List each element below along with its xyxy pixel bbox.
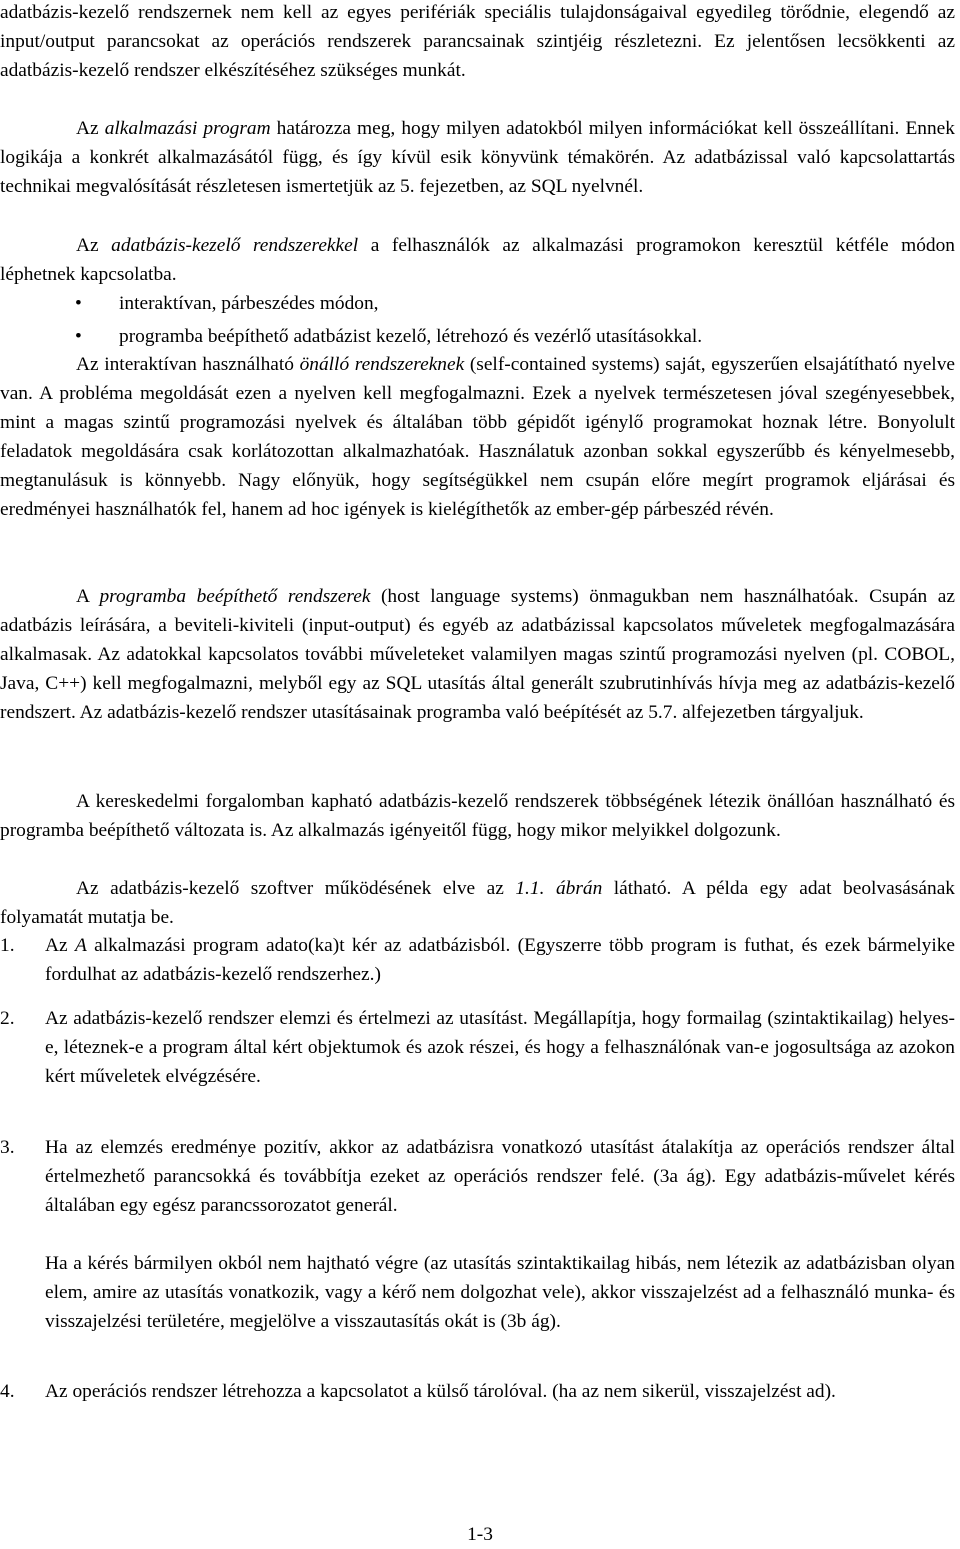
bullet-icon: • xyxy=(75,293,82,314)
text-run: látható. A példa egy adat beolvasásának folyamatát mutatja be. xyxy=(0,878,956,928)
list-item-number: 4. xyxy=(0,1381,15,1402)
paragraph-commercial-dbms: A kereskedelmi forgalomban kapható adatbázis-kezelő rendszerek többségének létezik önállóan használható és programba beépíthető változata is. Az alkalmazás igényeitől függ, hogy mikor melyikkel dolgozunk. xyxy=(0,791,955,841)
emphasis-term: programba beépíthető rendszerek xyxy=(99,586,371,607)
text-run: a felhasználók az alkalmazási programokon keresztül kétféle módon léphetnek kapcsolatba. xyxy=(0,235,955,285)
paragraph-self-contained-systems xyxy=(0,350,955,524)
bullet-icon: • xyxy=(75,326,82,347)
list-item-continuation: Ha a kérés bármilyen okból nem hajtható végre (az utasítás szintaktikailag hibás, nem létezik az adatbázisban olyan elem, amire az utasítás vonatkozik, vagy a kérő nem dolgozhat vele), akkor visszajelzést ad a felhasználó munka- és visszajelzési területére, megjelölve a visszautasítás okát is (3b ág). xyxy=(45,1253,955,1332)
list-item-number: 3. xyxy=(0,1137,15,1158)
paragraph-host-language-systems xyxy=(0,582,955,727)
text-run: határozza meg, hogy milyen adatokból milyen információkat kell összeállítani. Ennek logikája a konkrét alkalmazásától függ, és így kívül esik könyvünk témakörén. Az adatbázissal való kapcsolattartás technikai megvalósítását részletesen ismertetjük az 5. fejezetben, az SQL nyelvnél. xyxy=(0,118,955,197)
text-run: Az xyxy=(45,935,75,956)
text-run: alkalmazási program adato(ka)t kér az adatbázisból. (Egyszerre több program is futhat, és ezek bármelyike fordulhat az adatbázis-kezelő rendszerhez.) xyxy=(45,935,956,985)
paragraph-dbms-interaction xyxy=(0,231,955,289)
emphasis-term: önálló rendszereknek xyxy=(299,354,465,375)
bullet-text: programba beépíthető adatbázist kezelő, létrehozó és vezérlő utasításokkal. xyxy=(119,326,703,347)
paragraph-application-program xyxy=(0,114,955,201)
emphasis-term: adatbázis-kezelő rendszerekkel xyxy=(111,235,359,256)
text-run: (self-contained systems) saját, egyszerűen elsajátítható nyelve van. A probléma megoldását ezen a nyelven kell megfogalmazni. Ezek a nyelvek természetesen jóval szegényesebbek, mint a magas szintű programozási nyelvek és általában több gépidőt igénylő programokat hoznak létre. Bonyolult feladatok megoldására csak korlátozottan alkalmazhatóak. Használatuk azonban sokkal egyszerűbb és kényelmesebb, megtanulásuk is könnyebb. Nagy előnyük, hogy segítségükkel nem csupán előre megírt programok eljárásai és eredményei használhatók fel, hanem ad hoc igények is kielégíthetők az ember-gép párbeszéd révén. xyxy=(0,354,955,520)
bullet-text: interaktívan, párbeszédes módon, xyxy=(119,293,379,314)
text-run: Az adatbázis-kezelő szoftver működésének elve az xyxy=(76,878,516,899)
list-item-text: Az operációs rendszer létrehozza a kapcsolatot a külső tárolóval. (ha az nem sikerül, visszajelzést ad). xyxy=(45,1381,836,1402)
emphasis-term: alkalmazási program xyxy=(104,118,271,139)
paragraph-figure-reference xyxy=(0,874,955,932)
text-run: (host language systems) önmagukban nem használhatóak. Csupán az adatbázis leírására, a beviteli-kiviteli (input-output) és egyéb az adatbázissal kapcsolatos műveletek megfogalmazására alkalmasak. Az adatokkal kapcsolatos további műveleteket valamilyen magas szintű programozási nyelven (pl. COBOL, Java, C++) kell megfogalmazni, melyből egy az SQL utasítás által generált szubrutinhívás hívja meg az adatbázis-kezelő rendszert. Az adatbázis-kezelő rendszer utasításainak programba való beépítését az 5.7. alfejezetben tárgyaljuk. xyxy=(0,586,955,723)
list-item-number: 1. xyxy=(0,935,15,956)
list-item-text xyxy=(45,931,955,989)
list-item-text: Ha az elemzés eredménye pozitív, akkor az adatbázisra vonatkozó utasítást átalakítja az operációs rendszer által értelmezhető parancsokká és továbbítja ezeket az operációs rendszer felé. (3a ág). Egy adatbázis-művelet kérés általában egy egész parancssorozatot generál. xyxy=(45,1137,955,1216)
list-item-number: 2. xyxy=(0,1008,15,1029)
list-item-text: Az adatbázis-kezelő rendszer elemzi és értelmezi az utasítást. Megállapítja, hogy formailag (szintaktikailag) helyes-e, léteznek-e a program által kért objektumok és azok részei, és hogy a felhasználónak van-e jogosultsága az azokon kért műveletek elvégzésére. xyxy=(45,1008,955,1087)
text-run: Az xyxy=(76,118,105,139)
text-run: A xyxy=(76,586,100,607)
paragraph-text: adatbázis-kezelő rendszernek nem kell az egyes perifériák speciális tulajdonságaival egyedileg törődnie, elegendő az input/output parancsokat az operációs rendszerek parancsainak szintjéig részletezni. Ez jelentősen lecsökkenti az adatbázis-kezelő rendszer elkészítéséhez szükséges munkát. xyxy=(0,2,955,81)
figure-reference: 1.1. ábrán xyxy=(515,878,603,899)
paragraph-dbms-peripherals xyxy=(0,0,955,85)
text-run: Az xyxy=(76,235,112,256)
page-number: 1-3 xyxy=(467,1524,493,1545)
emphasis-term: A xyxy=(74,935,87,956)
text-run: Az interaktívan használható xyxy=(76,354,300,375)
